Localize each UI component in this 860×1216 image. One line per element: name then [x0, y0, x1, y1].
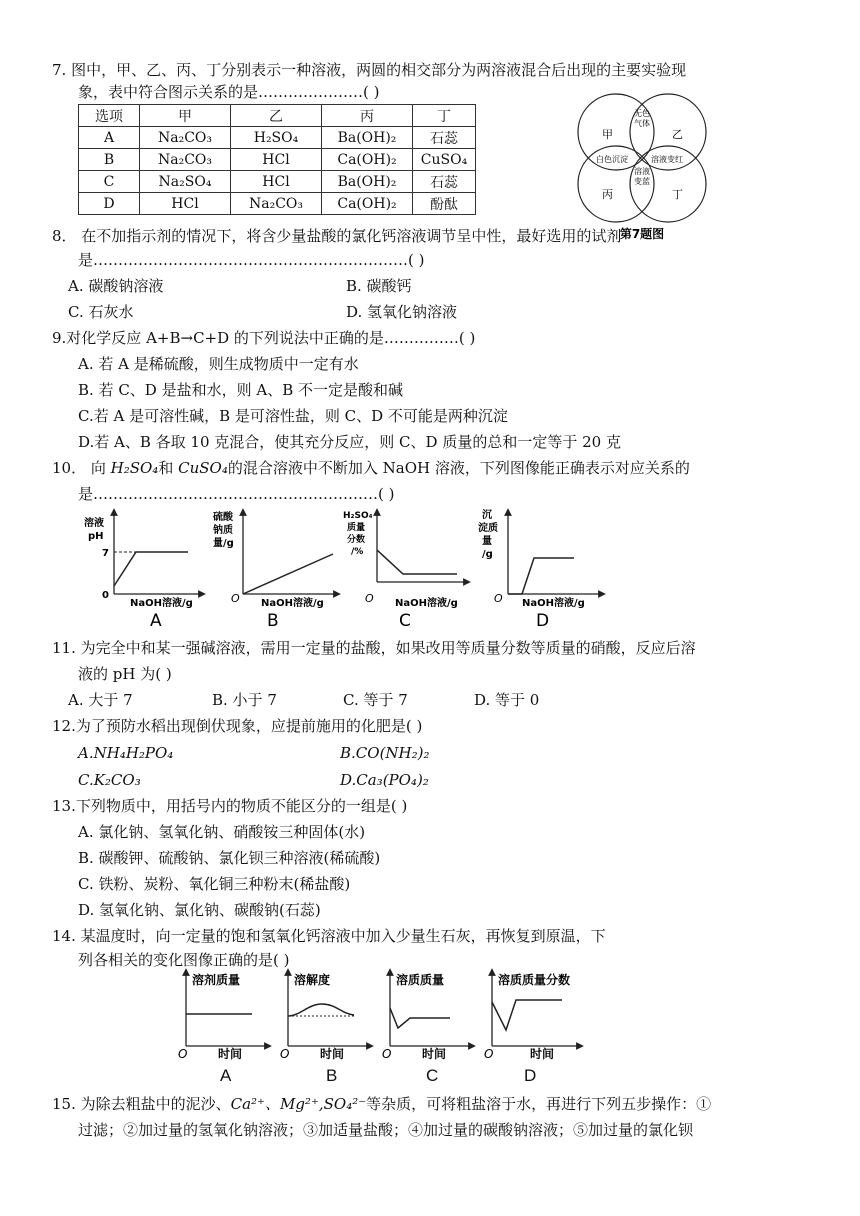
- graph-ylabel: H₂SO₄: [343, 511, 373, 521]
- graph-origin: O: [280, 1047, 290, 1060]
- venn-label-bing: 丙: [602, 188, 613, 201]
- q14-graph-c: [382, 972, 472, 1060]
- graph-ylabel: pH: [88, 531, 104, 542]
- q13-stem: 13.下列物质中，用括号内的物质不能区分的一组是( ): [52, 797, 408, 815]
- table-cell: H₂SO₄: [231, 127, 322, 149]
- q10-graph-b: [213, 510, 337, 631]
- q8-option-d: D. 氢氧化钠溶液: [346, 303, 458, 321]
- q14-letter-b: B: [326, 1066, 338, 1085]
- graph-ylabel: 沉: [482, 510, 492, 521]
- q9-option-d: D.若 A、B 各取 10 克混合，使其充分反应，则 C、D 质量的总和一定等于 20 克: [78, 433, 621, 451]
- q9-stem: 9.对化学反应 A+B→C+D 的下列说法中正确的是……………( ): [52, 329, 476, 347]
- table-cell: Na₂CO₃: [140, 127, 231, 149]
- table-header: 丙: [322, 105, 413, 127]
- q10-formula-cuso4: CuSO₄: [178, 459, 228, 477]
- table-cell: CuSO₄: [413, 149, 476, 171]
- graph-xlabel: NaOH溶液/g: [522, 598, 585, 609]
- q8-option-a: A. 碳酸钠溶液: [68, 277, 164, 295]
- q10-prefix: 10． 向: [52, 459, 106, 477]
- table-cell: Ba(OH)₂: [322, 127, 413, 149]
- q15-line1: [52, 1094, 711, 1114]
- q14-graph-a: [178, 972, 268, 1060]
- graph-letter: C: [399, 611, 411, 631]
- q10-b-curve: [243, 554, 333, 594]
- graph-xlabel: NaOH溶液/g: [261, 598, 324, 609]
- graph-ylabel: /g: [482, 549, 493, 560]
- q8-line1: 8． 在不加指示剂的情况下，将含少量盐酸的氯化钙溶液调节呈中性，最好选用的试剂: [52, 227, 622, 245]
- graph-ylabel: /%: [351, 547, 364, 557]
- q14-c-curve: [390, 1008, 450, 1028]
- table-row: [79, 193, 476, 215]
- graph-ylabel: 溶质质量: [396, 973, 445, 987]
- q12-option-d: D.Ca₃(PO₄)₂: [340, 771, 429, 789]
- q10-a-curve: [114, 552, 188, 586]
- graph-ylabel: 溶解度: [294, 973, 331, 987]
- q10-graphs: [78, 508, 858, 636]
- q10-c-curve: [377, 550, 457, 574]
- graph-ylabel: 溶液: [84, 518, 104, 529]
- graph-origin: 0: [102, 590, 109, 601]
- table-header: 乙: [231, 105, 322, 127]
- q14-letter-c: C: [426, 1066, 439, 1085]
- q12-option-c: C.K₂CO₃: [78, 771, 141, 789]
- table-cell: Ba(OH)₂: [322, 171, 413, 193]
- q11-line2: 液的 pH 为( ): [78, 665, 172, 683]
- q12-option-b: B.CO(NH₂)₂: [340, 744, 430, 762]
- graph-origin: O: [494, 592, 503, 605]
- graph-xlabel: 时间: [218, 1047, 243, 1060]
- venn-right-overlap: 溶液变红: [651, 155, 683, 164]
- graph-ylabel: 量: [482, 536, 492, 547]
- q12-option-a: A.NH₄H₂PO₄: [78, 744, 174, 762]
- q14-line1: 14. 某温度时，向一定量的饱和氢氧化钙溶液中加入少量生石灰，再恢复到原温，下: [52, 927, 606, 945]
- venn-left-overlap: 白色沉淀: [596, 155, 628, 164]
- q11-option-c: C. 等于 7: [343, 691, 408, 709]
- graph-origin: O: [484, 1047, 494, 1060]
- graph-ylabel: 分数: [347, 535, 366, 545]
- q9-option-c: C.若 A 是可溶性碱，B 是可溶性盐，则 C、D 不可能是两种沉淀: [78, 407, 508, 425]
- q10-line2: 是…………………………………………………( ): [78, 485, 395, 503]
- graph-tick-7: 7: [102, 548, 109, 559]
- q11-option-d: D. 等于 0: [474, 691, 540, 709]
- q13-option-c: C. 铁粉、炭粉、氧化铜三种粉末(稀盐酸): [78, 875, 351, 893]
- q7-venn-diagram: [572, 92, 712, 242]
- venn-label-ding: 丁: [672, 188, 683, 201]
- q10-d-curve: [508, 558, 574, 594]
- table-cell: 酚酞: [413, 193, 476, 215]
- graph-origin: O: [382, 1047, 392, 1060]
- q7-options-table: [78, 104, 476, 215]
- q11-option-b: B. 小于 7: [212, 691, 277, 709]
- q15-prefix: 15. 为除去粗盐中的泥沙、: [52, 1095, 231, 1113]
- table-row: [79, 171, 476, 193]
- q7-line2: 象，表中符合图示关系的是…………………( ): [78, 83, 380, 101]
- q10-line1: [52, 458, 690, 478]
- q14-graph-b: [280, 972, 370, 1060]
- q10-graph-c: [343, 511, 467, 631]
- q10-rest: 的混合溶液中不断加入 NaOH 溶液，下列图像能正确表示对应关系的: [227, 459, 690, 477]
- table-cell: Na₂CO₃: [231, 193, 322, 215]
- graph-letter: B: [267, 611, 279, 631]
- graph-origin: O: [178, 1047, 188, 1060]
- table-cell: Ca(OH)₂: [322, 149, 413, 171]
- q11-line1: 11. 为完全中和某一强碱溶液，需用一定量的盐酸，如果改用等质量分数等质量的硝酸，反应后溶: [52, 639, 696, 657]
- table-cell: Na₂CO₃: [140, 149, 231, 171]
- table-row: [79, 127, 476, 149]
- table-header: 甲: [140, 105, 231, 127]
- q10-formula-h2so4: H₂SO₄: [110, 459, 159, 477]
- graph-xlabel: 时间: [422, 1047, 447, 1060]
- venn-bottom-overlap: 溶液变蓝: [634, 167, 650, 186]
- table-cell: A: [79, 127, 140, 149]
- venn-label-jia: 甲: [602, 128, 613, 141]
- graph-xlabel: NaOH溶液/g: [130, 598, 193, 609]
- graph-ylabel: 质量: [347, 523, 366, 533]
- q14-line2: 列各相关的变化图像正确的是( ): [78, 951, 290, 969]
- q8-line2: 是………………………………………………………( ): [78, 251, 425, 269]
- table-header-row: [79, 105, 476, 127]
- q14-b-curve: [288, 1004, 354, 1016]
- q10-graph-d: [478, 508, 602, 631]
- table-cell: 石蕊: [413, 171, 476, 193]
- graph-ylabel: 溶剂质量: [192, 973, 241, 987]
- table-cell: C: [79, 171, 140, 193]
- q11-option-a: A. 大于 7: [68, 691, 133, 709]
- q14-graphs: [168, 968, 588, 1060]
- q9-option-a: A. 若 A 是稀硫酸，则生成物质中一定有水: [78, 355, 359, 373]
- q14-d-curve: [492, 1000, 562, 1030]
- table-cell: HCl: [231, 171, 322, 193]
- graph-origin: O: [365, 592, 374, 605]
- graph-ylabel: 钠质: [213, 525, 233, 536]
- q13-option-b: B. 碳酸钾、硫酸钠、氯化钡三种溶液(稀硫酸): [78, 849, 381, 867]
- graph-ylabel: 量/g: [213, 538, 234, 549]
- graph-xlabel: 时间: [320, 1047, 345, 1060]
- venn-caption: 第7题图: [619, 227, 665, 241]
- table-cell: B: [79, 149, 140, 171]
- table-header: 选项: [79, 105, 140, 127]
- q9-option-b: B. 若 C、D 是盐和水，则 A、B 不一定是酸和碱: [78, 381, 403, 399]
- table-header: 丁: [413, 105, 476, 127]
- table-cell: HCl: [140, 193, 231, 215]
- graph-letter: A: [150, 611, 162, 631]
- graph-xlabel: 时间: [530, 1047, 555, 1060]
- table-cell: 石蕊: [413, 127, 476, 149]
- q15-ions: Ca²⁺、Mg²⁺,SO₄²⁻: [230, 1095, 367, 1113]
- graph-ylabel: 淀质: [478, 523, 498, 534]
- q15-line2: 过滤；②加过量的氢氧化钠溶液；③加适量盐酸；④加过量的碳酸钠溶液；⑤加过量的氯化钡: [78, 1121, 694, 1139]
- q10-and: 和: [158, 459, 174, 477]
- q13-option-a: A. 氯化钠、氢氧化钠、硝酸铵三种固体(水): [78, 823, 366, 841]
- table-cell: HCl: [231, 149, 322, 171]
- venn-label-yi: 乙: [672, 128, 683, 141]
- table-cell: Ca(OH)₂: [322, 193, 413, 215]
- q15-rest: 等杂质，可将粗盐溶于水，再进行下列五步操作：①: [366, 1095, 712, 1113]
- q8-option-b: B. 碳酸钙: [346, 277, 412, 295]
- table-row: [79, 149, 476, 171]
- q7-line1: 7. 图中，甲、乙、丙、丁分别表示一种溶液，两圆的相交部分为两溶液混合后出现的主要实验现: [52, 61, 687, 79]
- graph-origin: O: [231, 592, 240, 605]
- q10-graph-a: [84, 512, 202, 631]
- q8-option-c: C. 石灰水: [68, 303, 134, 321]
- table-cell: D: [79, 193, 140, 215]
- table-cell: Na₂SO₄: [140, 171, 231, 193]
- q14-letter-a: A: [220, 1066, 232, 1085]
- q12-stem: 12.为了预防水稻出现倒伏现象，应提前施用的化肥是( ): [52, 717, 423, 735]
- graph-ylabel: 硫酸: [213, 512, 233, 523]
- q13-option-d: D. 氢氧化钠、氯化钠、碳酸钠(石蕊): [78, 901, 321, 919]
- graph-letter: D: [536, 611, 550, 631]
- graph-xlabel: NaOH溶液/g: [395, 598, 458, 609]
- q14-graph-d: [484, 972, 580, 1060]
- q14-letter-d: D: [524, 1066, 537, 1085]
- venn-top-overlap: 无色气体: [634, 109, 650, 128]
- graph-ylabel: 溶质质量分数: [498, 973, 571, 987]
